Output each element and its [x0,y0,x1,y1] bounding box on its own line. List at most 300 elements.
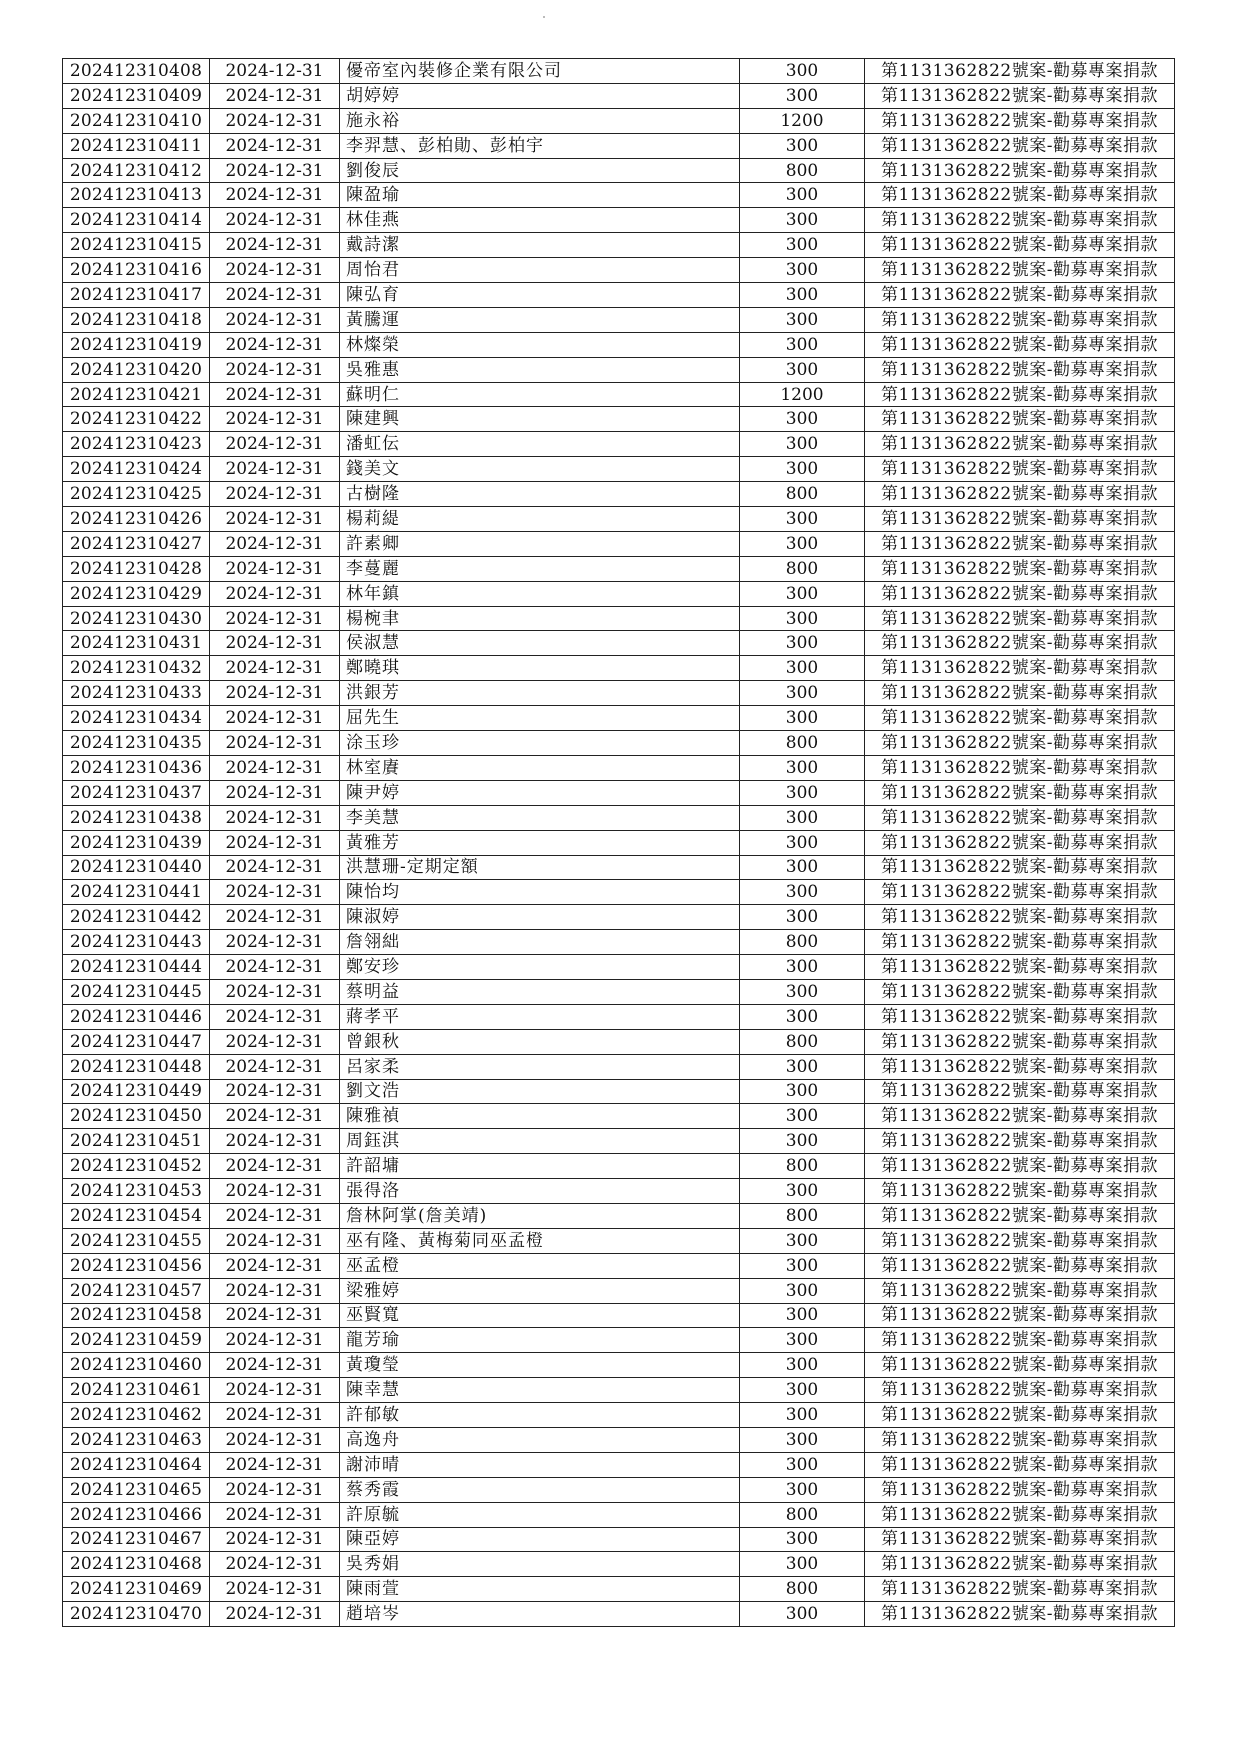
donor-name-cell: 巫賢寬 [340,1303,740,1328]
donation-purpose-cell: 第1131362822號案-勸募專案捐款 [865,258,1175,283]
receipt-number-cell: 202412310450 [63,1104,210,1129]
receipt-number-cell: 202412310438 [63,805,210,830]
receipt-number-cell: 202412310468 [63,1552,210,1577]
donation-purpose-cell: 第1131362822號案-勸募專案捐款 [865,382,1175,407]
donor-name-cell: 優帝室內裝修企業有限公司 [340,59,740,84]
donor-name-cell: 周鈺淇 [340,1129,740,1154]
donation-date-cell: 2024-12-31 [210,133,340,158]
table-row [63,979,1175,1004]
donation-amount-cell: 300 [740,258,865,283]
receipt-number-cell: 202412310470 [63,1602,210,1627]
table-row [63,755,1175,780]
donation-date-cell: 2024-12-31 [210,556,340,581]
receipt-number-cell: 202412310412 [63,158,210,183]
donor-name-cell: 許郁敏 [340,1403,740,1428]
receipt-number-cell: 202412310424 [63,457,210,482]
donor-name-cell: 周怡君 [340,258,740,283]
receipt-number-cell: 202412310416 [63,258,210,283]
donation-purpose-cell: 第1131362822號案-勸募專案捐款 [865,507,1175,532]
donor-name-cell: 施永裕 [340,108,740,133]
table-row [63,955,1175,980]
donor-name-cell: 巫孟橙 [340,1253,740,1278]
table-row [63,930,1175,955]
table-row [63,556,1175,581]
donation-amount-cell: 300 [740,581,865,606]
donation-date-cell: 2024-12-31 [210,1378,340,1403]
table-row [63,1477,1175,1502]
donor-name-cell: 詹翎絀 [340,930,740,955]
receipt-number-cell: 202412310432 [63,656,210,681]
donor-name-cell: 高逸舟 [340,1427,740,1452]
donor-name-cell: 李蔓麗 [340,556,740,581]
donation-purpose-cell: 第1131362822號案-勸募專案捐款 [865,1328,1175,1353]
donation-amount-cell: 300 [740,307,865,332]
donation-purpose-cell: 第1131362822號案-勸募專案捐款 [865,1427,1175,1452]
donation-purpose-cell: 第1131362822號案-勸募專案捐款 [865,656,1175,681]
donation-purpose-cell: 第1131362822號案-勸募專案捐款 [865,1602,1175,1627]
donation-purpose-cell: 第1131362822號案-勸募專案捐款 [865,955,1175,980]
table-row [63,1079,1175,1104]
donation-date-cell: 2024-12-31 [210,59,340,84]
receipt-number-cell: 202412310422 [63,407,210,432]
donation-amount-cell: 800 [740,731,865,756]
donation-amount-cell: 300 [740,1602,865,1627]
donation-date-cell: 2024-12-31 [210,507,340,532]
receipt-number-cell: 202412310445 [63,979,210,1004]
donor-name-cell: 蔣孝平 [340,1004,740,1029]
receipt-number-cell: 202412310469 [63,1577,210,1602]
donation-purpose-cell: 第1131362822號案-勸募專案捐款 [865,1054,1175,1079]
donation-date-cell: 2024-12-31 [210,805,340,830]
donation-amount-cell: 300 [740,905,865,930]
table-row [63,1203,1175,1228]
donor-name-cell: 蘇明仁 [340,382,740,407]
donation-amount-cell: 300 [740,1054,865,1079]
receipt-number-cell: 202412310463 [63,1427,210,1452]
donation-amount-cell: 300 [740,1228,865,1253]
donor-name-cell: 林燦榮 [340,332,740,357]
donation-purpose-cell: 第1131362822號案-勸募專案捐款 [865,780,1175,805]
donation-purpose-cell: 第1131362822號案-勸募專案捐款 [865,357,1175,382]
donor-name-cell: 許韶墉 [340,1154,740,1179]
donor-name-cell: 劉文浩 [340,1079,740,1104]
donation-amount-cell: 800 [740,1029,865,1054]
donation-purpose-cell: 第1131362822號案-勸募專案捐款 [865,1079,1175,1104]
donation-date-cell: 2024-12-31 [210,158,340,183]
donation-purpose-cell: 第1131362822號案-勸募專案捐款 [865,1502,1175,1527]
donation-purpose-cell: 第1131362822號案-勸募專案捐款 [865,1477,1175,1502]
donor-name-cell: 林室賡 [340,755,740,780]
table-row [63,880,1175,905]
donation-amount-cell: 300 [740,656,865,681]
donor-name-cell: 劉俊辰 [340,158,740,183]
donation-amount-cell: 300 [740,332,865,357]
donation-date-cell: 2024-12-31 [210,1427,340,1452]
receipt-number-cell: 202412310431 [63,631,210,656]
table-row [63,407,1175,432]
donation-purpose-cell: 第1131362822號案-勸募專案捐款 [865,1179,1175,1204]
donation-date-cell: 2024-12-31 [210,1154,340,1179]
donation-date-cell: 2024-12-31 [210,432,340,457]
table-row [63,1228,1175,1253]
donation-purpose-cell: 第1131362822號案-勸募專案捐款 [865,1004,1175,1029]
donation-date-cell: 2024-12-31 [210,531,340,556]
table-row [63,581,1175,606]
table-row [63,1378,1175,1403]
donation-purpose-cell: 第1131362822號案-勸募專案捐款 [865,1253,1175,1278]
donation-purpose-cell: 第1131362822號案-勸募專案捐款 [865,183,1175,208]
table-row [63,183,1175,208]
table-row [63,1502,1175,1527]
donation-amount-cell: 300 [740,1278,865,1303]
donation-date-cell: 2024-12-31 [210,1004,340,1029]
receipt-number-cell: 202412310453 [63,1179,210,1204]
donation-date-cell: 2024-12-31 [210,1303,340,1328]
donation-date-cell: 2024-12-31 [210,631,340,656]
table-row [63,133,1175,158]
receipt-number-cell: 202412310413 [63,183,210,208]
donor-name-cell: 吳雅惠 [340,357,740,382]
table-row [63,1427,1175,1452]
donation-purpose-cell: 第1131362822號案-勸募專案捐款 [865,283,1175,308]
donation-purpose-cell: 第1131362822號案-勸募專案捐款 [865,1129,1175,1154]
donation-amount-cell: 1200 [740,382,865,407]
receipt-number-cell: 202412310447 [63,1029,210,1054]
receipt-number-cell: 202412310441 [63,880,210,905]
donation-amount-cell: 300 [740,606,865,631]
donation-date-cell: 2024-12-31 [210,656,340,681]
donation-purpose-cell: 第1131362822號案-勸募專案捐款 [865,83,1175,108]
table-row [63,357,1175,382]
receipt-number-cell: 202412310467 [63,1527,210,1552]
donation-date-cell: 2024-12-31 [210,1228,340,1253]
receipt-number-cell: 202412310461 [63,1378,210,1403]
receipt-number-cell: 202412310455 [63,1228,210,1253]
table-row [63,233,1175,258]
donor-name-cell: 黃雅芳 [340,830,740,855]
receipt-number-cell: 202412310429 [63,581,210,606]
table-row [63,59,1175,84]
donation-date-cell: 2024-12-31 [210,1477,340,1502]
donor-name-cell: 陳弘育 [340,283,740,308]
donation-amount-cell: 300 [740,357,865,382]
donor-name-cell: 張得洛 [340,1179,740,1204]
donation-date-cell: 2024-12-31 [210,581,340,606]
donation-amount-cell: 300 [740,830,865,855]
donation-amount-cell: 300 [740,706,865,731]
donor-name-cell: 陳幸慧 [340,1378,740,1403]
table-row [63,158,1175,183]
donation-purpose-cell: 第1131362822號案-勸募專案捐款 [865,407,1175,432]
donor-name-cell: 黃騰運 [340,307,740,332]
receipt-number-cell: 202412310423 [63,432,210,457]
table-row [63,1403,1175,1428]
donor-name-cell: 楊莉緹 [340,507,740,532]
donor-name-cell: 巫有隆、黃梅菊同巫孟橙 [340,1228,740,1253]
table-row [63,631,1175,656]
donor-name-cell: 李美慧 [340,805,740,830]
donation-amount-cell: 300 [740,805,865,830]
donation-date-cell: 2024-12-31 [210,780,340,805]
donation-date-cell: 2024-12-31 [210,606,340,631]
receipt-number-cell: 202412310465 [63,1477,210,1502]
donation-purpose-cell: 第1131362822號案-勸募專案捐款 [865,1228,1175,1253]
table-row [63,1353,1175,1378]
donation-amount-cell: 300 [740,1378,865,1403]
donation-date-cell: 2024-12-31 [210,1253,340,1278]
donor-name-cell: 呂家柔 [340,1054,740,1079]
donation-amount-cell: 300 [740,1353,865,1378]
receipt-number-cell: 202412310435 [63,731,210,756]
donation-date-cell: 2024-12-31 [210,1104,340,1129]
donation-amount-cell: 800 [740,930,865,955]
donation-amount-cell: 800 [740,556,865,581]
donation-amount-cell: 300 [740,1129,865,1154]
donation-amount-cell: 300 [740,432,865,457]
donation-amount-cell: 300 [740,1427,865,1452]
donation-date-cell: 2024-12-31 [210,706,340,731]
table-row [63,1552,1175,1577]
receipt-number-cell: 202412310466 [63,1502,210,1527]
table-row [63,1129,1175,1154]
receipt-number-cell: 202412310419 [63,332,210,357]
donation-amount-cell: 300 [740,531,865,556]
receipt-number-cell: 202412310451 [63,1129,210,1154]
donation-purpose-cell: 第1131362822號案-勸募專案捐款 [865,133,1175,158]
receipt-number-cell: 202412310452 [63,1154,210,1179]
donor-name-cell: 陳建興 [340,407,740,432]
donation-amount-cell: 300 [740,1452,865,1477]
donation-amount-cell: 300 [740,755,865,780]
donation-date-cell: 2024-12-31 [210,1203,340,1228]
donation-date-cell: 2024-12-31 [210,1179,340,1204]
receipt-number-cell: 202412310425 [63,482,210,507]
donor-name-cell: 蔡明益 [340,979,740,1004]
donation-amount-cell: 800 [740,1154,865,1179]
table-row [63,606,1175,631]
table-row [63,731,1175,756]
donation-date-cell: 2024-12-31 [210,1552,340,1577]
donor-name-cell: 詹林阿掌(詹美靖) [340,1203,740,1228]
donation-amount-cell: 300 [740,233,865,258]
donation-date-cell: 2024-12-31 [210,258,340,283]
donation-date-cell: 2024-12-31 [210,108,340,133]
table-row [63,1527,1175,1552]
donation-amount-cell: 300 [740,208,865,233]
donation-date-cell: 2024-12-31 [210,83,340,108]
donation-purpose-cell: 第1131362822號案-勸募專案捐款 [865,1452,1175,1477]
donation-date-cell: 2024-12-31 [210,407,340,432]
donor-name-cell: 古樹隆 [340,482,740,507]
donation-purpose-cell: 第1131362822號案-勸募專案捐款 [865,457,1175,482]
donor-name-cell: 梁雅婷 [340,1278,740,1303]
donor-name-cell: 曾銀秋 [340,1029,740,1054]
donor-name-cell: 潘虹伝 [340,432,740,457]
donation-date-cell: 2024-12-31 [210,1577,340,1602]
table-row [63,1303,1175,1328]
receipt-number-cell: 202412310456 [63,1253,210,1278]
donor-name-cell: 黃瓊瑩 [340,1353,740,1378]
donation-date-cell: 2024-12-31 [210,1502,340,1527]
donation-amount-cell: 800 [740,482,865,507]
table-row [63,1253,1175,1278]
donor-name-cell: 趙培岑 [340,1602,740,1627]
donation-purpose-cell: 第1131362822號案-勸募專案捐款 [865,108,1175,133]
donation-date-cell: 2024-12-31 [210,332,340,357]
donation-date-cell: 2024-12-31 [210,905,340,930]
receipt-number-cell: 202412310418 [63,307,210,332]
table-row [63,1577,1175,1602]
donation-purpose-cell: 第1131362822號案-勸募專案捐款 [865,158,1175,183]
donation-amount-cell: 300 [740,1179,865,1204]
table-row [63,805,1175,830]
donor-name-cell: 蔡秀霞 [340,1477,740,1502]
donation-purpose-cell: 第1131362822號案-勸募專案捐款 [865,581,1175,606]
donation-amount-cell: 300 [740,59,865,84]
donation-date-cell: 2024-12-31 [210,731,340,756]
donation-date-cell: 2024-12-31 [210,1328,340,1353]
donation-amount-cell: 300 [740,979,865,1004]
receipt-number-cell: 202412310409 [63,83,210,108]
donation-amount-cell: 300 [740,1552,865,1577]
table-row [63,108,1175,133]
receipt-number-cell: 202412310421 [63,382,210,407]
table-row [63,457,1175,482]
donation-date-cell: 2024-12-31 [210,755,340,780]
table-row [63,208,1175,233]
receipt-number-cell: 202412310458 [63,1303,210,1328]
donor-name-cell: 林佳燕 [340,208,740,233]
receipt-number-cell: 202412310446 [63,1004,210,1029]
donation-purpose-cell: 第1131362822號案-勸募專案捐款 [865,755,1175,780]
receipt-number-cell: 202412310434 [63,706,210,731]
donor-name-cell: 林年鎮 [340,581,740,606]
table-row [63,681,1175,706]
donation-amount-cell: 800 [740,1203,865,1228]
donation-amount-cell: 300 [740,681,865,706]
donor-name-cell: 陳雨萱 [340,1577,740,1602]
receipt-number-cell: 202412310427 [63,531,210,556]
scan-speck [543,16,545,18]
donor-name-cell: 洪銀芳 [340,681,740,706]
donor-name-cell: 陳盈瑜 [340,183,740,208]
donation-amount-cell: 300 [740,880,865,905]
table-row [63,1452,1175,1477]
donation-purpose-cell: 第1131362822號案-勸募專案捐款 [865,1303,1175,1328]
donation-purpose-cell: 第1131362822號案-勸募專案捐款 [865,855,1175,880]
donation-date-cell: 2024-12-31 [210,482,340,507]
donation-date-cell: 2024-12-31 [210,1054,340,1079]
donation-purpose-cell: 第1131362822號案-勸募專案捐款 [865,1104,1175,1129]
donation-date-cell: 2024-12-31 [210,283,340,308]
receipt-number-cell: 202412310426 [63,507,210,532]
donation-date-cell: 2024-12-31 [210,1353,340,1378]
donation-date-cell: 2024-12-31 [210,233,340,258]
donation-date-cell: 2024-12-31 [210,208,340,233]
donation-purpose-cell: 第1131362822號案-勸募專案捐款 [865,233,1175,258]
donation-date-cell: 2024-12-31 [210,1403,340,1428]
donation-amount-cell: 300 [740,1303,865,1328]
donation-amount-cell: 300 [740,457,865,482]
donation-amount-cell: 300 [740,283,865,308]
donation-amount-cell: 800 [740,1577,865,1602]
donor-name-cell: 洪慧珊-定期定額 [340,855,740,880]
receipt-number-cell: 202412310436 [63,755,210,780]
donation-amount-cell: 300 [740,507,865,532]
receipt-number-cell: 202412310459 [63,1328,210,1353]
donation-amount-cell: 300 [740,407,865,432]
receipt-number-cell: 202412310444 [63,955,210,980]
donation-date-cell: 2024-12-31 [210,357,340,382]
donation-amount-cell: 800 [740,158,865,183]
donation-amount-cell: 800 [740,1502,865,1527]
donation-ledger-table [62,58,1175,1627]
donor-name-cell: 戴詩潔 [340,233,740,258]
receipt-number-cell: 202412310414 [63,208,210,233]
donation-date-cell: 2024-12-31 [210,1527,340,1552]
receipt-number-cell: 202412310433 [63,681,210,706]
donation-purpose-cell: 第1131362822號案-勸募專案捐款 [865,905,1175,930]
receipt-number-cell: 202412310454 [63,1203,210,1228]
donation-purpose-cell: 第1131362822號案-勸募專案捐款 [865,1203,1175,1228]
table-row [63,531,1175,556]
donation-purpose-cell: 第1131362822號案-勸募專案捐款 [865,606,1175,631]
donation-amount-cell: 300 [740,1477,865,1502]
donation-purpose-cell: 第1131362822號案-勸募專案捐款 [865,830,1175,855]
donation-purpose-cell: 第1131362822號案-勸募專案捐款 [865,1278,1175,1303]
donation-date-cell: 2024-12-31 [210,979,340,1004]
donation-date-cell: 2024-12-31 [210,830,340,855]
donor-name-cell: 屈先生 [340,706,740,731]
donation-amount-cell: 300 [740,855,865,880]
donation-date-cell: 2024-12-31 [210,1602,340,1627]
donation-date-cell: 2024-12-31 [210,1129,340,1154]
receipt-number-cell: 202412310408 [63,59,210,84]
donation-date-cell: 2024-12-31 [210,457,340,482]
donation-purpose-cell: 第1131362822號案-勸募專案捐款 [865,681,1175,706]
table-row [63,258,1175,283]
donation-amount-cell: 300 [740,1403,865,1428]
donor-name-cell: 鄭曉琪 [340,656,740,681]
donation-amount-cell: 300 [740,1328,865,1353]
donation-date-cell: 2024-12-31 [210,681,340,706]
receipt-number-cell: 202412310443 [63,930,210,955]
donor-name-cell: 謝沛晴 [340,1452,740,1477]
donation-purpose-cell: 第1131362822號案-勸募專案捐款 [865,706,1175,731]
receipt-number-cell: 202412310462 [63,1403,210,1428]
table-row [63,332,1175,357]
donation-amount-cell: 300 [740,631,865,656]
table-row [63,1278,1175,1303]
donation-amount-cell: 300 [740,83,865,108]
donation-purpose-cell: 第1131362822號案-勸募專案捐款 [865,1577,1175,1602]
table-row [63,83,1175,108]
table-row [63,1054,1175,1079]
donation-purpose-cell: 第1131362822號案-勸募專案捐款 [865,805,1175,830]
table-row [63,1602,1175,1627]
donation-purpose-cell: 第1131362822號案-勸募專案捐款 [865,332,1175,357]
receipt-number-cell: 202412310440 [63,855,210,880]
receipt-number-cell: 202412310439 [63,830,210,855]
donation-date-cell: 2024-12-31 [210,955,340,980]
donor-name-cell: 李羿慧、彭柏勛、彭柏宇 [340,133,740,158]
donation-date-cell: 2024-12-31 [210,1278,340,1303]
donation-purpose-cell: 第1131362822號案-勸募專案捐款 [865,1154,1175,1179]
donor-name-cell: 吳秀娟 [340,1552,740,1577]
receipt-number-cell: 202412310442 [63,905,210,930]
donation-amount-cell: 300 [740,780,865,805]
table-row [63,905,1175,930]
